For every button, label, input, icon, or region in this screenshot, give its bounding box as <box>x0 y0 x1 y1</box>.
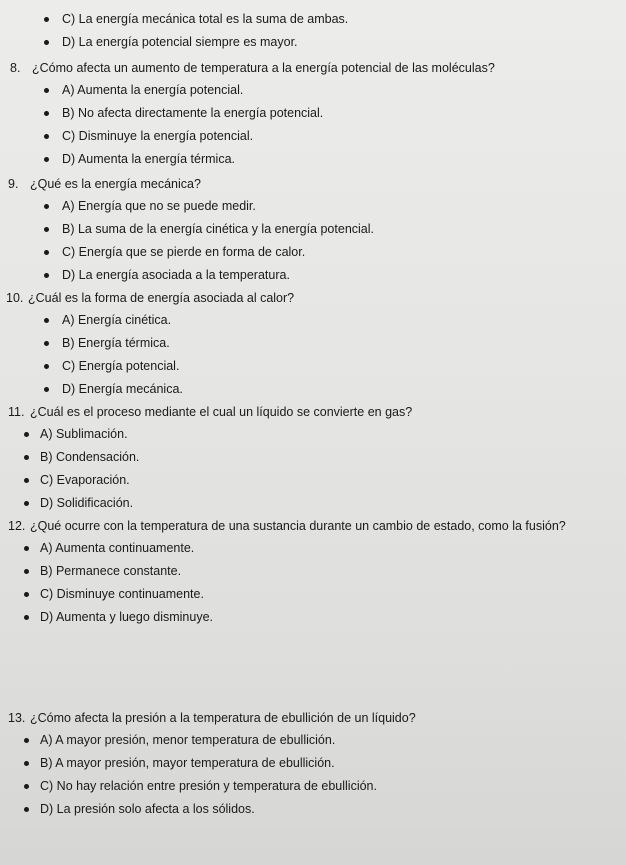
bullet-icon <box>44 364 49 369</box>
option-text: D) Aumenta y luego disminuye. <box>40 610 214 624</box>
question-heading <box>0 400 626 423</box>
option-item <box>0 102 626 125</box>
bullet-icon <box>44 273 49 278</box>
option-item <box>0 355 626 378</box>
bullet-icon <box>44 250 49 255</box>
bullet-icon <box>44 111 49 116</box>
question-heading <box>0 172 626 195</box>
option-item <box>0 537 626 560</box>
question-13 <box>0 706 626 821</box>
bullet-icon <box>44 40 49 45</box>
bullet-icon <box>24 546 29 551</box>
option-text: B) No afecta directamente la energía potencial. <box>62 106 324 120</box>
option-text: B) Condensación. <box>40 450 140 464</box>
option-text: D) Solidificación. <box>40 496 134 510</box>
question-text: ¿Qué ocurre con la temperatura de una sustancia durante un cambio de estado, como la fusión? <box>30 519 566 533</box>
bullet-icon <box>44 157 49 162</box>
option-item <box>0 583 626 606</box>
option-item <box>0 125 626 148</box>
bullet-icon <box>24 807 29 812</box>
option-text: D) Energía mecánica. <box>62 382 183 396</box>
question-9 <box>0 172 626 287</box>
bullet-icon <box>24 432 29 437</box>
option-item <box>0 8 626 31</box>
option-item <box>0 241 626 264</box>
bullet-icon <box>44 227 49 232</box>
bullet-icon <box>44 134 49 139</box>
bullet-icon <box>24 784 29 789</box>
question-heading <box>0 286 626 309</box>
question-heading <box>0 706 626 729</box>
question-number: 8. <box>10 61 21 75</box>
option-item <box>0 560 626 583</box>
option-text: D) La presión solo afecta a los sólidos. <box>40 802 255 816</box>
question-text: ¿Cuál es el proceso mediante el cual un líquido se convierte en gas? <box>30 405 413 419</box>
bullet-icon <box>44 88 49 93</box>
option-item <box>0 148 626 171</box>
option-item <box>0 79 626 102</box>
question-heading <box>0 56 626 79</box>
option-item <box>0 606 626 629</box>
option-text: B) Permanece constante. <box>40 564 182 578</box>
question-text: ¿Qué es la energía mecánica? <box>30 177 201 191</box>
bullet-icon <box>44 387 49 392</box>
option-text: C) No hay relación entre presión y temperatura de ebullición. <box>40 779 377 793</box>
option-item <box>0 218 626 241</box>
question-text: ¿Cómo afecta la presión a la temperatura de ebullición de un líquido? <box>30 711 416 725</box>
option-item <box>0 423 626 446</box>
option-text: A) Sublimación. <box>40 427 128 441</box>
option-item <box>0 264 626 287</box>
option-item <box>0 775 626 798</box>
option-text: D) La energía asociada a la temperatura. <box>62 268 290 282</box>
question-text: ¿Cómo afecta un aumento de temperatura a la energía potencial de las moléculas? <box>32 61 495 75</box>
option-item <box>0 446 626 469</box>
option-item <box>0 729 626 752</box>
option-text: A) Aumenta continuamente. <box>40 541 195 555</box>
question-number: 12. <box>8 519 26 533</box>
bullet-icon <box>24 569 29 574</box>
option-text: A) Energía que no se puede medir. <box>62 199 256 213</box>
option-text: C) Disminuye la energía potencial. <box>62 129 254 143</box>
option-text: B) Energía térmica. <box>62 336 170 350</box>
question-number: 13. <box>8 711 26 725</box>
bullet-icon <box>44 341 49 346</box>
question-number: 9. <box>8 177 19 191</box>
bullet-icon <box>44 17 49 22</box>
bullet-icon <box>24 615 29 620</box>
bullet-icon <box>24 761 29 766</box>
question-text: ¿Cuál es la forma de energía asociada al calor? <box>28 291 295 305</box>
option-text: A) Aumenta la energía potencial. <box>62 83 244 97</box>
option-item <box>0 31 626 54</box>
option-text: C) Energía potencial. <box>62 359 180 373</box>
bullet-icon <box>24 501 29 506</box>
option-text: B) A mayor presión, mayor temperatura de ebullición. <box>40 756 335 770</box>
option-text: D) La energía potencial siempre es mayor. <box>62 35 298 49</box>
bullet-icon <box>24 738 29 743</box>
option-item <box>0 195 626 218</box>
option-item <box>0 332 626 355</box>
bullet-icon <box>24 478 29 483</box>
option-text: B) La suma de la energía cinética y la energía potencial. <box>62 222 374 236</box>
option-item <box>0 378 626 401</box>
option-item <box>0 469 626 492</box>
question-12 <box>0 514 626 629</box>
option-text: D) Aumenta la energía térmica. <box>62 152 235 166</box>
option-text: C) Energía que se pierde en forma de calor. <box>62 245 306 259</box>
bullet-icon <box>44 204 49 209</box>
bullet-icon <box>24 455 29 460</box>
option-text: C) La energía mecánica total es la suma de ambas. <box>62 12 349 26</box>
option-item <box>0 752 626 775</box>
question-8 <box>0 56 626 171</box>
question-heading <box>0 514 626 537</box>
question-number: 11. <box>8 405 25 419</box>
previous-question-options <box>0 8 626 54</box>
option-text: A) A mayor presión, menor temperatura de ebullición. <box>40 733 336 747</box>
question-10 <box>0 286 626 401</box>
option-item <box>0 798 626 821</box>
question-number: 10. <box>6 291 24 305</box>
bullet-icon <box>44 318 49 323</box>
option-item <box>0 492 626 515</box>
option-item <box>0 309 626 332</box>
option-text: A) Energía cinética. <box>62 313 172 327</box>
option-text: C) Evaporación. <box>40 473 130 487</box>
question-11 <box>0 400 626 515</box>
bullet-icon <box>24 592 29 597</box>
option-text: C) Disminuye continuamente. <box>40 587 204 601</box>
